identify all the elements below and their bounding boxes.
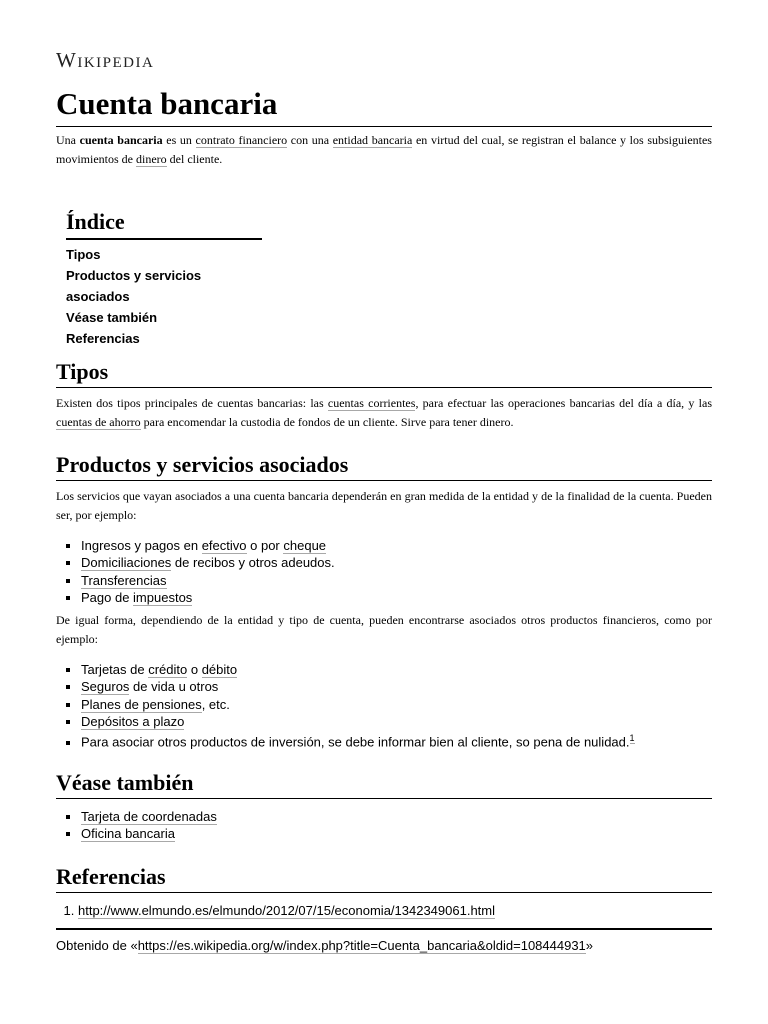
link-depositos-a-plazo[interactable]: Depósitos a plazo: [81, 713, 185, 729]
see-also-list: [56, 808, 712, 843]
list-text: Ingresos y pagos en: [81, 538, 202, 553]
tipos-paragraph: [56, 394, 712, 432]
permanent-link[interactable]: https://es.wikipedia.org/w/index.php?title=Cuenta_bancaria&oldid=108444931: [137, 938, 586, 953]
tipos-text: para encomendar la custodia de fondos de un cliente. Sirve para tener dinero.: [140, 415, 514, 429]
wikipedia-logo[interactable]: Wikipedia: [56, 48, 155, 72]
intro-text: con una: [287, 133, 333, 147]
toc-item-referencias[interactable]: Referencias: [66, 331, 140, 346]
footer-text: Obtenido de «: [56, 938, 138, 953]
link-cuentas-de-ahorro[interactable]: cuentas de ahorro: [56, 415, 141, 429]
services-list: [56, 537, 712, 606]
table-of-contents: [66, 206, 262, 349]
list-text: Pago de: [81, 589, 134, 605]
toc-item-vease[interactable]: Véase también: [66, 310, 158, 325]
list-text: de vida u otros: [129, 679, 219, 695]
link-entidad-bancaria[interactable]: entidad bancaria: [332, 133, 413, 147]
link-credito[interactable]: crédito: [148, 662, 188, 677]
link-seguros[interactable]: Seguros: [81, 679, 130, 695]
reference-item: [78, 902, 712, 919]
list-item: [81, 808, 712, 825]
link-planes-de-pensiones[interactable]: Planes de pensiones: [81, 696, 202, 712]
reference-link-1[interactable]: 1: [629, 733, 635, 744]
retrieved-from: [56, 938, 593, 953]
list-item: [81, 572, 712, 589]
products-list: [56, 661, 712, 751]
link-impuestos[interactable]: impuestos: [133, 589, 193, 605]
link-contrato-financiero[interactable]: contrato financiero: [195, 133, 288, 147]
tipos-text: , para efectuar las operaciones bancarias del día a día, y las: [415, 396, 712, 410]
list-text: de recibos y otros adeudos.: [171, 555, 335, 571]
list-item: [81, 825, 712, 842]
list-text: o por: [246, 538, 284, 553]
link-cheque[interactable]: cheque: [283, 538, 327, 553]
productos-paragraph-2: De igual forma, dependiendo de la entidad y tipo de cuenta, pueden encontrarse asociados otros productos financieros, como por ejemplo:: [56, 613, 712, 646]
intro-text: del cliente.: [166, 152, 223, 166]
section-heading-vease: Véase también: [56, 768, 712, 799]
list-item: [81, 537, 712, 554]
intro-paragraph: [56, 131, 712, 169]
section-heading-referencias: Referencias: [56, 862, 712, 893]
toc-heading: Índice: [66, 206, 262, 240]
reference-url-link[interactable]: http://www.elmundo.es/elmundo/2012/07/15/economia/1342349061.html: [78, 903, 496, 918]
link-debito[interactable]: débito: [201, 662, 238, 677]
toc-item-tipos[interactable]: Tipos: [66, 247, 101, 262]
section-heading-productos: Productos y servicios asociados: [56, 450, 712, 481]
list-item: [81, 661, 712, 678]
link-oficina-bancaria[interactable]: Oficina bancaria: [81, 826, 175, 842]
list-item: [81, 696, 712, 713]
toc-item-productos[interactable]: Productos y servicios asociados: [66, 268, 202, 304]
list-item: [81, 713, 712, 730]
list-item: [81, 554, 712, 571]
intro-text: es un: [162, 133, 196, 147]
footer-text: »: [585, 938, 594, 953]
footer-divider: [56, 928, 712, 930]
link-tarjeta-de-coordenadas[interactable]: Tarjeta de coordenadas: [81, 809, 217, 824]
list-text: o: [187, 662, 202, 677]
list-item: [81, 589, 712, 606]
list-item: [81, 730, 712, 751]
intro-bold-term: cuenta bancaria: [79, 133, 163, 147]
link-efectivo[interactable]: efectivo: [201, 538, 247, 553]
intro-text: en virtud del cual, se registran el balance y los subsiguientes movimientos de: [56, 133, 712, 166]
page-title: Cuenta bancaria: [56, 82, 712, 127]
list-text: Para asociar otros productos de inversión, se debe informar bien al cliente, so pena de nulidad.: [81, 734, 630, 750]
intro-text: Una: [56, 133, 80, 147]
section-heading-tipos: Tipos: [56, 357, 712, 388]
references-list: [56, 902, 712, 919]
link-domiciliaciones[interactable]: Domiciliaciones: [81, 555, 172, 571]
tipos-text: Existen dos tipos principales de cuentas bancarias: las: [56, 396, 328, 410]
link-transferencias[interactable]: Transferencias: [81, 572, 167, 588]
productos-paragraph-1: Los servicios que vayan asociados a una cuenta bancaria dependerán en gran medida de la entidad y de la finalidad de la cuenta. Pueden ser, por ejemplo:: [56, 489, 712, 522]
list-text: , etc.: [201, 696, 230, 712]
list-item: [81, 678, 712, 695]
link-cuentas-corrientes[interactable]: cuentas corrientes: [327, 396, 416, 410]
list-text: Tarjetas de: [81, 662, 149, 677]
link-dinero[interactable]: dinero: [136, 152, 167, 166]
